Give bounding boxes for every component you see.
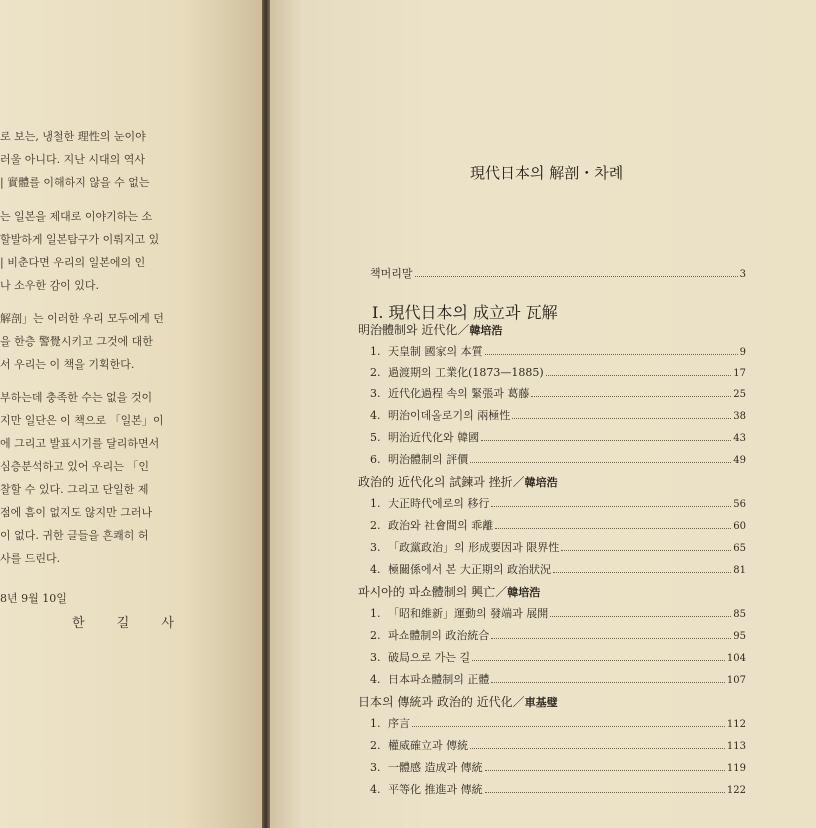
toc-entry-title: 近代化過程 속의 緊張과 葛藤	[388, 387, 530, 400]
toc-preface	[370, 265, 746, 281]
toc-page-number: 17	[733, 368, 746, 379]
toc-entry	[370, 407, 746, 423]
chapter-heading: 日本의 傳統과 政治的 近代化／車基璧	[358, 695, 558, 709]
toc-preface-label: 책머리말	[370, 267, 413, 280]
toc-number: 2.	[370, 629, 381, 642]
dot-leader	[412, 726, 725, 727]
signature-date: 8년 9월 10일	[0, 592, 67, 605]
toc-entry	[370, 343, 746, 359]
dot-leader	[495, 528, 731, 529]
left-text-line: 나 소우한 감이 있다.	[0, 279, 99, 292]
toc-number: 3.	[370, 651, 381, 664]
dot-leader	[491, 506, 731, 507]
left-text-line: 점에 흠이 없지도 않지만 그러나	[0, 506, 153, 519]
toc-page-number: 43	[733, 433, 746, 444]
toc-page-number: 122	[726, 785, 746, 796]
toc-entry-title: 極關係에서 본 大正期의 政治狀況	[388, 563, 551, 576]
toc-number: 2.	[370, 366, 381, 379]
toc-entry	[370, 364, 746, 380]
dot-leader	[470, 748, 725, 749]
toc-page-number: 49	[733, 455, 746, 466]
left-text-line: 는 일본을 제대로 이야기하는 소	[0, 210, 153, 223]
left-text-line: 심층분석하고 있어 우리는 「인	[0, 460, 150, 473]
toc-number: 3.	[370, 387, 381, 400]
toc-entry-title: 權威確立과 傳統	[388, 739, 469, 752]
dot-leader	[550, 616, 731, 617]
toc-page-number: 9	[739, 347, 746, 358]
toc-entry-title: 平等化 推進과 傳統	[388, 783, 483, 796]
toc-number: 2.	[370, 739, 381, 752]
toc-page-number: 119	[726, 763, 746, 774]
left-text-line: 러울 아니다. 지난 시대의 역사	[0, 153, 145, 166]
toc-page-number: 95	[733, 631, 746, 642]
chapter-author: 韓培浩	[524, 476, 558, 489]
toc-entry	[370, 759, 746, 775]
toc-entry	[370, 385, 746, 401]
left-text-line: 을 한층 警覺시키고 그것에 대한	[0, 335, 153, 348]
toc-entry	[370, 671, 746, 687]
left-text-line: | 實體를 이해하지 않을 수 없는	[0, 176, 150, 189]
toc-number: 3.	[370, 761, 381, 774]
toc-page-number: 3	[739, 269, 746, 280]
dot-leader	[531, 396, 731, 397]
toc-entry-title: 天皇制 國家의 本質	[388, 345, 483, 358]
left-page	[0, 0, 262, 828]
toc-page-number: 38	[733, 411, 746, 422]
dot-leader	[491, 638, 731, 639]
toc-number: 2.	[370, 519, 381, 532]
left-text-line: 로 보는, 냉철한 理性의 눈이야	[0, 130, 146, 143]
dot-leader	[546, 375, 732, 376]
dot-leader	[491, 682, 725, 683]
section-heading: Ⅰ. 現代日本의 成立과 瓦解	[372, 303, 558, 322]
chapter-heading: 政治的 近代化의 試鍊과 挫折／韓培浩	[358, 475, 558, 489]
left-text-line: 부하는데 충족한 수는 없을 것이	[0, 391, 153, 404]
toc-page-number: 112	[726, 719, 746, 730]
dot-leader	[485, 354, 738, 355]
toc-page-number: 81	[733, 565, 746, 576]
chapter-author: 韓培浩	[507, 586, 541, 599]
book-gutter	[262, 0, 270, 828]
toc-entry-title: 파쇼體制의 政治統合	[388, 629, 490, 642]
dot-leader	[485, 792, 725, 793]
left-text-line: 사를 드린다.	[0, 552, 61, 565]
dot-leader	[470, 462, 731, 463]
toc-entry-title: 一體感 造成과 傳統	[388, 761, 483, 774]
toc-entry	[370, 561, 746, 577]
toc-entry	[370, 649, 746, 665]
left-text-line: 解剖」는 이러한 우리 모두에게 던	[0, 312, 164, 325]
toc-page-number: 113	[726, 741, 746, 752]
chapter-title: 파시아的 파쇼體制의 興亡	[358, 585, 496, 599]
dot-leader	[472, 660, 725, 661]
toc-entry-title: 明治이데올로기의 兩極性	[388, 409, 511, 422]
toc-entry-title: 明治近代化와 韓國	[388, 431, 480, 444]
toc-number: 4.	[370, 673, 381, 686]
toc-entry-title: 日本파쇼體制의 正體	[388, 673, 490, 686]
toc-entry-title: 政治와 社會間의 乖離	[388, 519, 494, 532]
left-text-line: 에 그리고 발표시기를 달리하면서	[0, 437, 160, 450]
dot-leader	[415, 276, 738, 277]
toc-number: 5.	[370, 431, 381, 444]
left-text-line: | 비춘다면 우리의 일본에의 인	[0, 256, 146, 269]
dot-leader	[553, 572, 731, 573]
chapter-heading: 파시아的 파쇼體制의 興亡／韓培浩	[358, 585, 541, 599]
toc-page-number: 65	[733, 543, 746, 554]
toc-entry	[370, 539, 746, 555]
toc-entry-title: 「昭和維新」運動의 發端과 展開	[388, 607, 549, 620]
toc-entry	[370, 605, 746, 621]
toc-number: 1.	[370, 345, 381, 358]
chapter-author: 車基璧	[524, 696, 558, 709]
chapter-heading: 明治體制와 近代化／韓培浩	[358, 323, 503, 337]
left-text-line: 찰할 수 있다. 그리고 단일한 제	[0, 483, 149, 496]
left-text-line: 이 없다. 귀한 글들을 흔쾌히 허	[0, 529, 149, 542]
toc-entry	[370, 715, 746, 731]
toc-entry	[370, 781, 746, 797]
toc-entry	[370, 517, 746, 533]
toc-entry	[370, 737, 746, 753]
toc-page-number: 104	[726, 653, 746, 664]
dot-leader	[561, 550, 731, 551]
toc-page-number: 107	[726, 675, 746, 686]
toc-number: 1.	[370, 717, 381, 730]
toc-number: 6.	[370, 453, 381, 466]
chapter-title: 日本의 傳統과 政治的 近代化	[358, 695, 513, 709]
toc-number: 1.	[370, 497, 381, 510]
dot-leader	[481, 440, 731, 441]
chapter-title: 政治的 近代化의 試鍊과 挫折	[358, 475, 513, 489]
dot-leader	[512, 418, 731, 419]
right-page	[270, 0, 816, 828]
toc-entry-title: 大正時代에로의 移行	[388, 497, 490, 510]
toc-number: 4.	[370, 783, 381, 796]
toc-page-number: 56	[733, 499, 746, 510]
toc-entry-title: 序言	[388, 717, 410, 730]
toc-entry-title: 明治體制의 評價	[388, 453, 469, 466]
toc-entry	[370, 451, 746, 467]
toc-page-number: 85	[733, 609, 746, 620]
toc-number: 4.	[370, 409, 381, 422]
chapter-title: 明治體制와 近代化	[358, 323, 458, 337]
left-text-line: 서 우리는 이 책을 기획한다.	[0, 358, 135, 371]
toc-number: 3.	[370, 541, 381, 554]
left-text-line: 지만 일단은 이 책으로 「일본」이	[0, 414, 164, 427]
toc-entry-title: 「政黨政治」의 形成要因과 限界性	[388, 541, 560, 554]
signature-name: 한 길 사	[72, 616, 188, 631]
toc-title: 現代日本의 解剖・차례	[470, 164, 624, 182]
toc-entry	[370, 429, 746, 445]
toc-page-number: 60	[733, 521, 746, 532]
dot-leader	[485, 770, 725, 771]
left-text-line: 할발하게 일본탐구가 이뤄지고 있	[0, 233, 160, 246]
toc-number: 1.	[370, 607, 381, 620]
toc-entry-title: 破局으로 가는 길	[388, 651, 471, 664]
chapter-author: 韓培浩	[469, 324, 503, 337]
toc-number: 4.	[370, 563, 381, 576]
toc-entry	[370, 627, 746, 643]
toc-entry	[370, 495, 746, 511]
toc-entry-title: 過渡期의 工業化(1873—1885)	[388, 366, 544, 379]
toc-page-number: 25	[733, 389, 746, 400]
